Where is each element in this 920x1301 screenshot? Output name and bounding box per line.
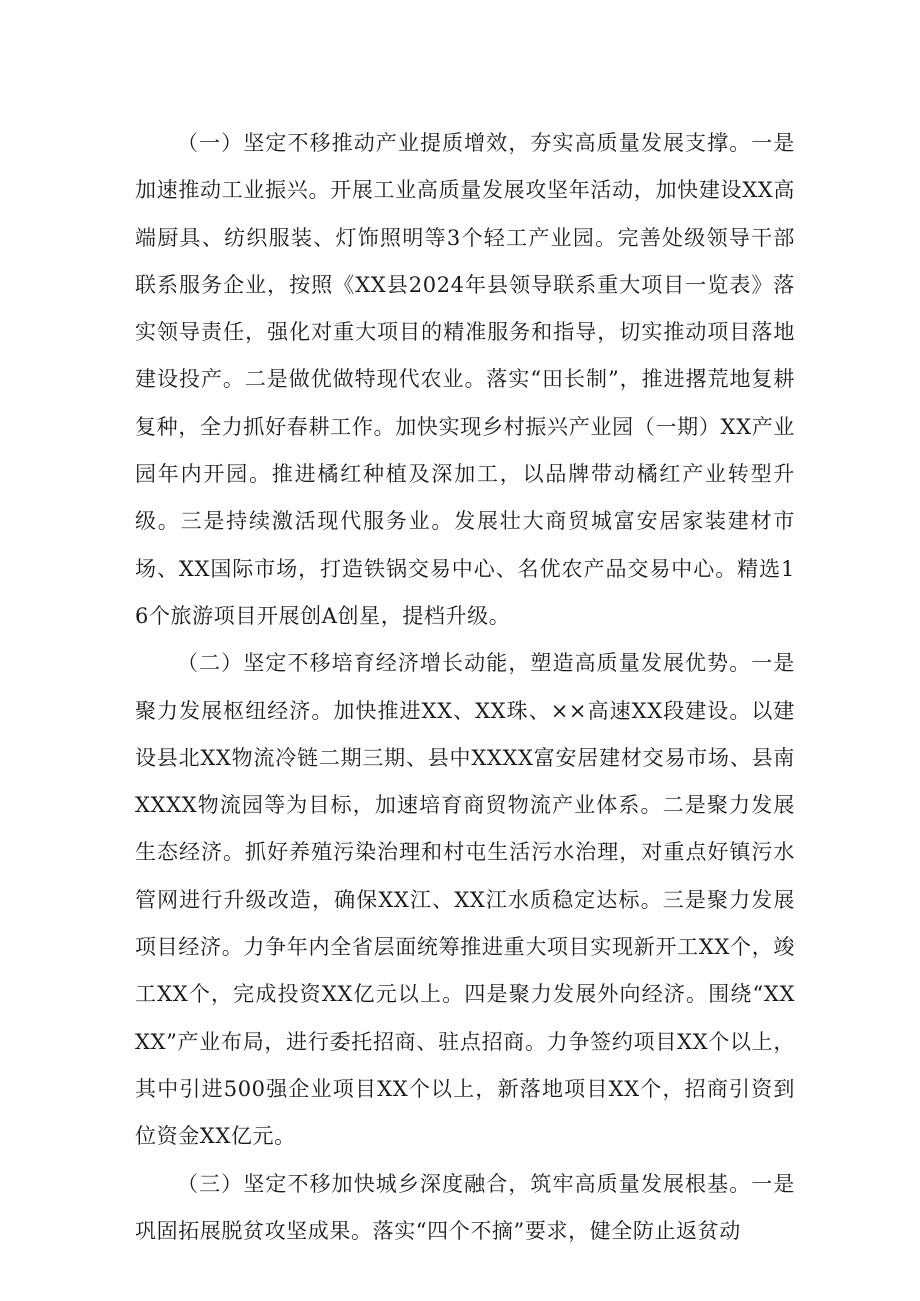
paragraph-economic-growth: （二）坚定不移培育经济增长动能，塑造高质量发展优势。一是聚力发展枢纽经济。加快推进XX、XX珠、××高速XX段建设。以建设县北XX物流冷链二期三期、县中XXXX富安居建材交易市场、县南XXXX物流园等为目标，加速培育商贸物流产业体系。二是聚力发展生态经济。抓好养殖污染治理和村屯生活污水治理，对重点好镇污水管网进行升级改造，确保XX江、XX江水质稳定达标。三是聚力发展项目经济。力争年内全省层面统筹推进重大项目实现新开工XX个，竣工XX个，完成投资XX亿元以上。四是聚力发展外向经济。围绕“XXXX”产业布局，进行委托招商、驻点招商。力争签约项目XX个以上，其中引进500强企业项目XX个以上，新落地项目XX个，招商引资到位资金XX亿元。 <box>135 651 795 1149</box>
paragraph-industry-upgrade: （一）坚定不移推动产业提质增效，夯实高质量发展支撑。一是加速推动工业振兴。开展工业高质量发展攻坚年活动，加快建设XX高端厨具、纺织服装、灯饰照明等3个轻工产业园。完善处级领导干部联系服务企业，按照《XX县2024年县领导联系重大项目一览表》落实领导责任，强化对重大项目的精准服务和指导，切实推动项目落地建设投产。二是做优做特现代农业。落实“田长制”，推进撂荒地复耕复种，全力抓好春耕工作。加快实现乡村振兴产业园（一期）XX产业园年内开园。推进橘红种植及深加工，以品牌带动橘红产业转型升级。三是持续激活现代服务业。发展壮大商贸城富安居家装建材市场、XX国际市场，打造铁锅交易中心、名优农产品交易中心。精选16个旅游项目开展创A创星，提档升级。 <box>135 131 795 628</box>
paragraph-urban-rural-integration: （三）坚定不移加快城乡深度融合，筑牢高质量发展根基。一是巩固拓展脱贫攻坚成果。落实“四个不摘”要求，健全防止返贫动 <box>135 1171 795 1243</box>
document-body <box>135 120 795 1255</box>
